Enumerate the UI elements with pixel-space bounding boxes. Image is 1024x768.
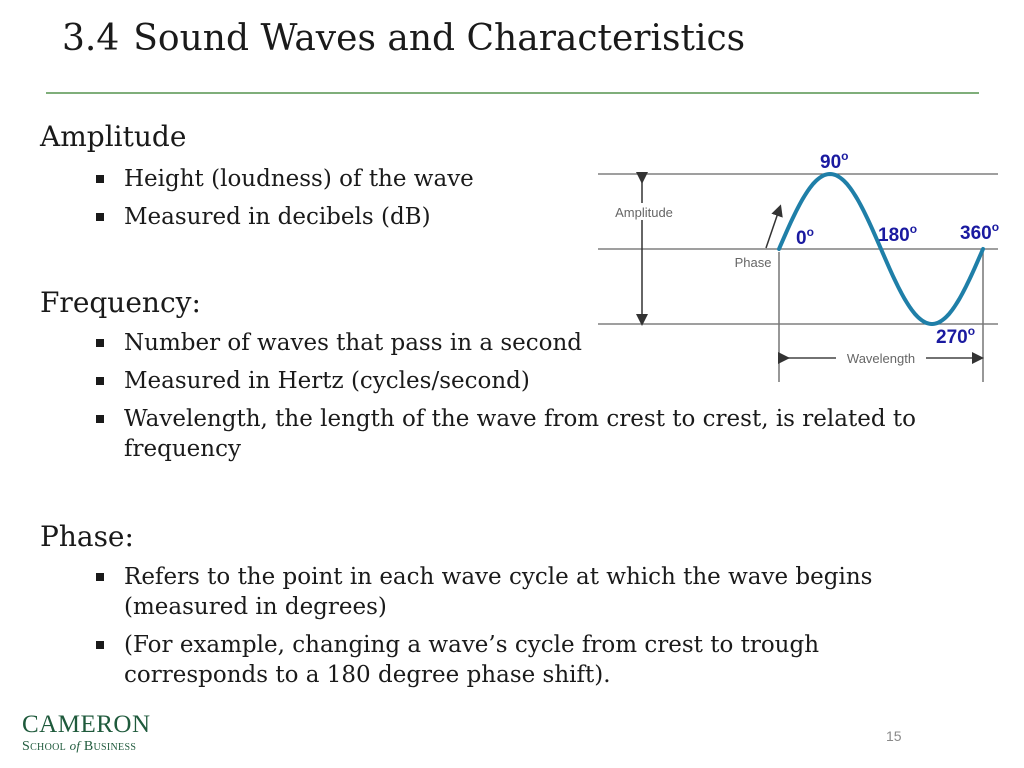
phase-arrow: [766, 210, 779, 248]
slide-title-text: Sound Waves and Characteristics: [133, 18, 746, 59]
phase-label: Phase: [734, 255, 772, 270]
bullet-item: Measured in decibels (dB): [92, 202, 474, 232]
angle-0-label: 0$^o$: [796, 225, 814, 249]
amplitude-label: Amplitude: [615, 205, 673, 220]
wavelength-label: Wavelength: [846, 351, 916, 366]
bullet-item: Refers to the point in each wave cycle at which the wave begins (measured in degrees): [92, 562, 932, 622]
phase-bullet-list: [92, 562, 932, 698]
bullet-item: Number of waves that pass in a second: [92, 328, 962, 358]
angle-270-label: 270$^o$: [936, 324, 976, 348]
bullet-item: Measured in Hertz (cycles/second): [92, 366, 962, 396]
title-divider: [46, 92, 979, 94]
bullet-item: Wavelength, the length of the wave from crest to crest, is related to frequency: [92, 404, 962, 464]
angle-90-label: 90$^o$: [820, 149, 849, 173]
section-heading-frequency: Frequency:: [40, 286, 201, 319]
bullet-item: Height (loudness) of the wave: [92, 164, 474, 194]
slide-title: [62, 18, 745, 59]
sine-wave-diagram: [596, 140, 1000, 386]
angle-180-label: 180$^o$: [878, 222, 918, 246]
logo-line-school: School of Business: [22, 738, 137, 754]
page-number: 15: [886, 728, 902, 744]
logo-line-cameron: CAMERON: [22, 711, 151, 738]
section-heading-phase: Phase:: [40, 520, 134, 553]
cameron-school-logo: [22, 712, 151, 755]
angle-360-label: 360$^o$: [960, 220, 1000, 244]
slide-number: 3.4: [62, 18, 120, 59]
amplitude-bullet-list: [92, 164, 474, 240]
section-heading-amplitude: Amplitude: [40, 120, 187, 153]
bullet-item: (For example, changing a wave’s cycle from crest to trough corresponds to a 180 degree phase shift).: [92, 630, 932, 690]
